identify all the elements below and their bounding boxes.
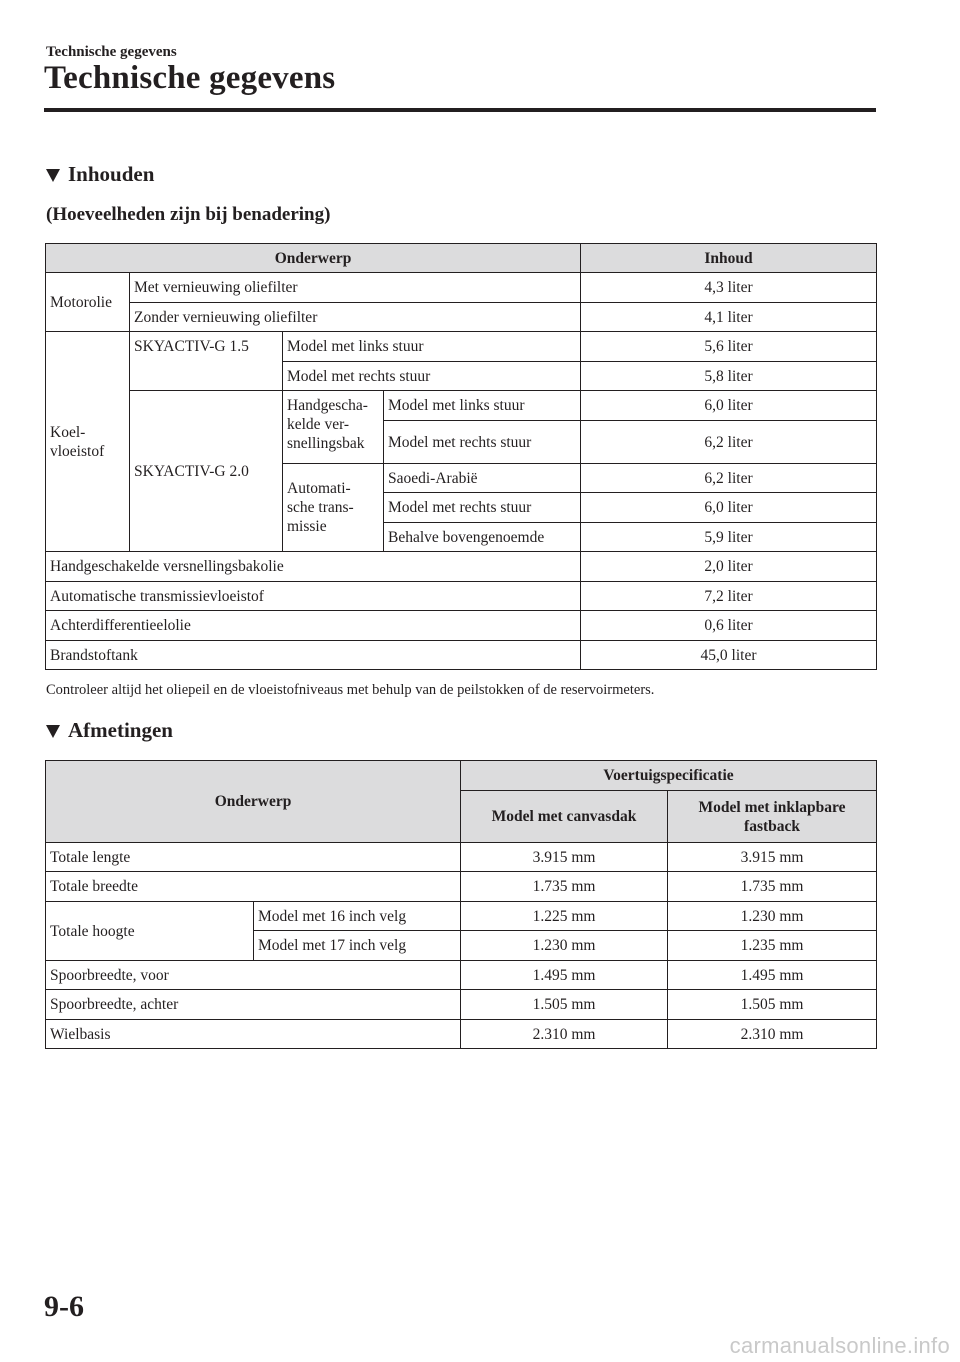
engine-label: SKYACTIV-G 1.5 (130, 332, 283, 391)
row-group-label: Motorolie (46, 273, 130, 332)
row-value: 6,0 liter (581, 391, 877, 421)
table-header-row (46, 761, 877, 791)
row-group-label: Koel- vloeistof (46, 332, 130, 552)
row-value: 6,0 liter (581, 493, 877, 523)
fluid-level-note: Controleer altijd het oliepeil en de vloeistofniveaus met behulp van de peilstokken of de reservoirmeters. (46, 682, 655, 698)
row-value: 5,8 liter (581, 362, 877, 391)
column-header-subject: Onderwerp (46, 761, 461, 843)
triangle-bullet-icon (46, 169, 60, 182)
section-subheading: (Hoeveelheden zijn bij benadering) (46, 204, 331, 225)
row-value-canvas: 1.735 mm (461, 872, 668, 902)
page-number: 9-6 (44, 1290, 84, 1323)
row-value-canvas: 3.915 mm (461, 843, 668, 872)
row-item: Zonder vernieuwing oliefilter (130, 303, 581, 332)
section-heading-afmetingen (46, 718, 173, 743)
row-value: 5,6 liter (581, 332, 877, 362)
row-value-canvas: 1.495 mm (461, 961, 668, 990)
row-value-fastback: 3.915 mm (668, 843, 877, 872)
row-value: 6,2 liter (581, 421, 877, 464)
row-group-label: Totale hoogte (46, 902, 254, 961)
row-item: Model met rechts stuur (283, 362, 581, 391)
table-row (46, 961, 877, 990)
table-row (46, 990, 877, 1020)
row-item: Automatische transmissievloeistof (46, 582, 581, 611)
column-header-subject: Onderwerp (46, 244, 581, 273)
table-header-row (46, 244, 877, 273)
dimensions-table (45, 760, 877, 1049)
row-item: Model met links stuur (384, 391, 581, 421)
table-row (46, 391, 877, 421)
row-value-fastback: 1.235 mm (668, 931, 877, 961)
row-value-fastback: 1.735 mm (668, 872, 877, 902)
row-value-fastback: 1.230 mm (668, 902, 877, 931)
row-item: Wielbasis (46, 1020, 461, 1049)
row-value: 0,6 liter (581, 611, 877, 641)
section-heading-text: Afmetingen (68, 718, 173, 742)
row-item: Spoorbreedte, voor (46, 961, 461, 990)
table-row (46, 303, 877, 332)
row-value: 7,2 liter (581, 582, 877, 611)
row-item: Totale breedte (46, 872, 461, 902)
row-value-fastback: 1.505 mm (668, 990, 877, 1020)
section-heading-inhouden (46, 162, 154, 187)
table-row (46, 332, 877, 362)
table-row (46, 1020, 877, 1049)
table-row (46, 582, 877, 611)
engine-label: SKYACTIV-G 2.0 (130, 391, 283, 552)
row-item: Model met rechts stuur (384, 493, 581, 523)
column-header-canvas: Model met canvasdak (461, 791, 668, 843)
table-row (46, 641, 877, 670)
table-row (46, 273, 877, 303)
row-item: Model met rechts stuur (384, 421, 581, 464)
table-row (46, 552, 877, 582)
row-value: 4,1 liter (581, 303, 877, 332)
section-heading-text: Inhouden (68, 162, 155, 186)
table-row (46, 902, 877, 931)
page-title: Technische gegevens (44, 60, 336, 96)
row-item: Model met 16 inch velg (254, 902, 461, 931)
row-item: Spoorbreedte, achter (46, 990, 461, 1020)
row-value: 45,0 liter (581, 641, 877, 670)
running-header: Technische gegevens (46, 44, 177, 60)
row-value-canvas: 1.225 mm (461, 902, 668, 931)
row-item: Brandstoftank (46, 641, 581, 670)
table-row (46, 872, 877, 902)
column-header-spec: Voertuigspecificatie (461, 761, 877, 791)
capacities-table (45, 243, 877, 670)
row-value: 4,3 liter (581, 273, 877, 303)
row-value-canvas: 2.310 mm (461, 1020, 668, 1049)
table-row (46, 611, 877, 641)
table-row (46, 843, 877, 872)
row-value-canvas: 1.505 mm (461, 990, 668, 1020)
title-rule (44, 108, 876, 112)
row-value: 2,0 liter (581, 552, 877, 582)
row-item: Handgeschakelde versnellingsbakolie (46, 552, 581, 582)
row-item: Saoedi-Arabië (384, 464, 581, 493)
watermark: carmanualsonline.info (729, 1333, 950, 1358)
row-value-fastback: 2.310 mm (668, 1020, 877, 1049)
row-item: Model met 17 inch velg (254, 931, 461, 961)
column-header-content: Inhoud (581, 244, 877, 273)
row-item: Achterdifferentieelolie (46, 611, 581, 641)
transmission-label: Handgescha- kelde ver- snellingsbak (283, 391, 384, 464)
row-value-canvas: 1.230 mm (461, 931, 668, 961)
row-item: Totale lengte (46, 843, 461, 872)
transmission-label: Automati- sche trans- missie (283, 464, 384, 552)
row-item: Behalve bovengenoemde (384, 523, 581, 552)
row-value-fastback: 1.495 mm (668, 961, 877, 990)
row-value: 5,9 liter (581, 523, 877, 552)
row-item: Met vernieuwing oliefilter (130, 273, 581, 303)
column-header-fastback: Model met inklapbare fastback (668, 791, 877, 843)
row-value: 6,2 liter (581, 464, 877, 493)
row-item: Model met links stuur (283, 332, 581, 362)
triangle-bullet-icon (46, 725, 60, 738)
